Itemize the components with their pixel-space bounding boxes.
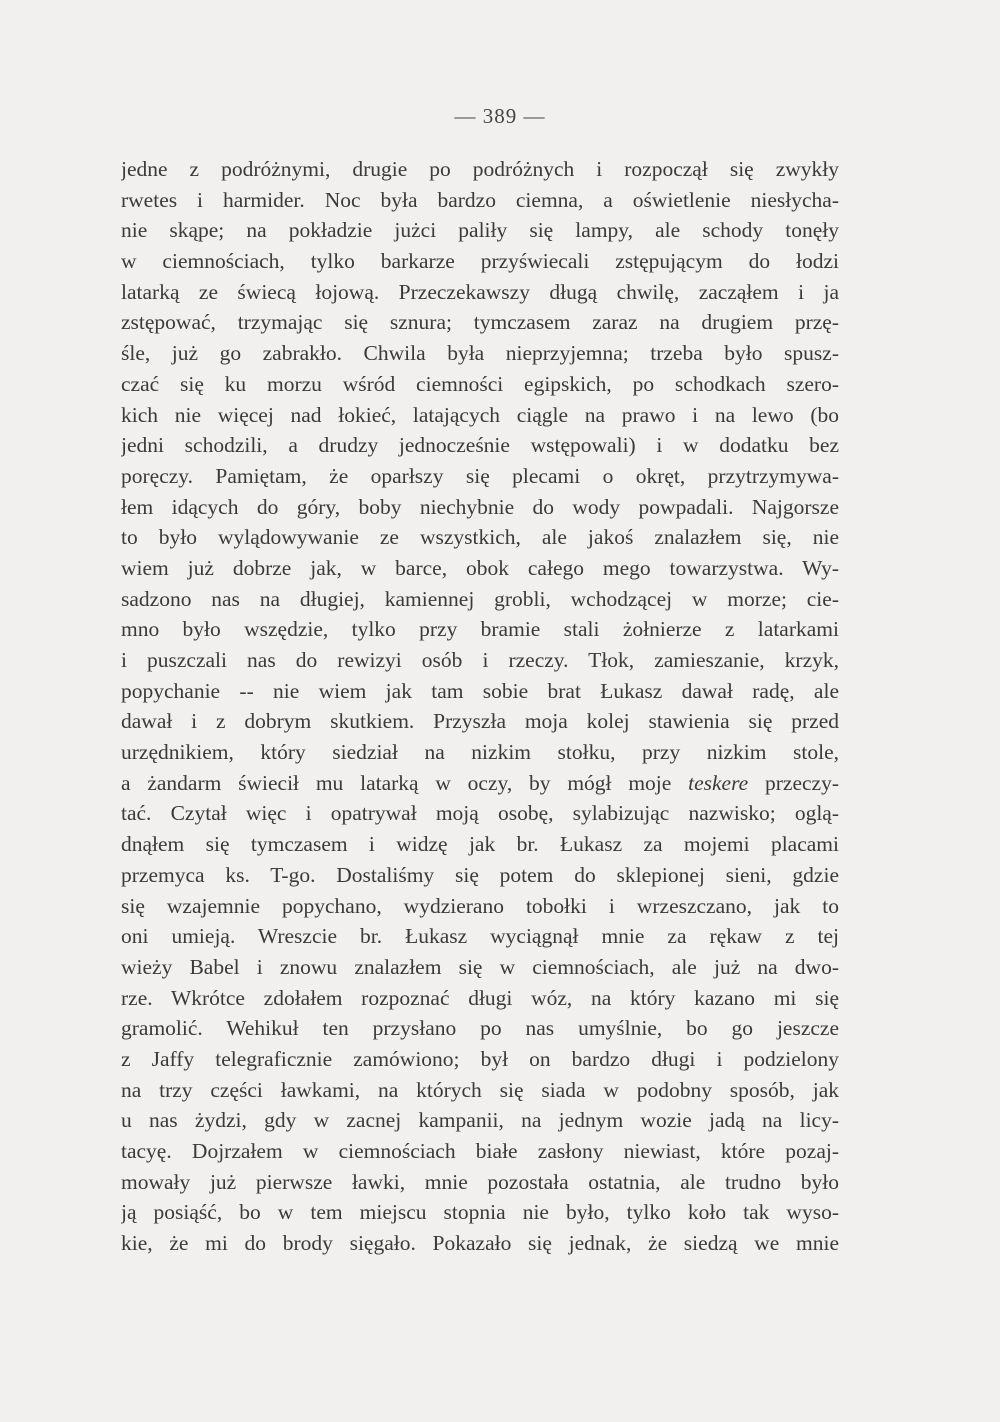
text-line: kie, że mi do brody sięgało. Pokazało się jednak, że siedzą we mnie <box>121 1231 839 1256</box>
text-line: przemyca ks. T-go. Dostaliśmy się potem do sklepionej sieni, gdzie <box>121 862 839 887</box>
italic-word: teskere <box>688 770 749 795</box>
body-text <box>121 154 839 1259</box>
text-line: z Jaffy telegraficznie zamówiono; był on bardzo długi i podzielony <box>121 1046 839 1071</box>
text-line: tać. Czytał więc i opatrywał moją osobę, sylabizując nazwisko; oglą- <box>121 801 839 826</box>
text-line: mno było wszędzie, tylko przy bramie stali żołnierze z latarkami <box>121 617 839 642</box>
page-number: — 389 — <box>454 104 546 128</box>
text-line: w ciemnościach, tylko barkarze przyświecali zstępującym do łodzi <box>121 249 839 274</box>
text-line: rwetes i harmider. Noc była bardzo ciemna, a oświetlenie niesłycha- <box>121 187 839 212</box>
text-line: na trzy części ławkami, na których się siada w podobny sposób, jak <box>121 1077 839 1102</box>
text-line: to było wylądowywanie ze wszystkich, ale jakoś znalazłem się, nie <box>121 525 839 550</box>
text-line: się wzajemnie popychano, wydzierano tobołki i wrzeszczano, jak to <box>121 893 839 918</box>
text-line: śle, już go zabrakło. Chwila była nieprzyjemna; trzeba było spusz- <box>121 341 839 366</box>
text-line: poręczy. Pamiętam, że oparłszy się plecami o okręt, przytrzymywa- <box>121 463 839 488</box>
text-line: dnąłem się tymczasem i widzę jak br. Łukasz za mojemi placami <box>121 832 839 857</box>
text-line: zstępować, trzymając się sznura; tymczasem zaraz na drugiem przę- <box>121 310 839 335</box>
text-line: i puszczali nas do rewizyi osób i rzeczy. Tłok, zamieszanie, krzyk, <box>121 648 839 672</box>
text-line: wieży Babel i znowu znalazłem się w ciemnościach, ale już na dwo- <box>121 954 839 979</box>
text-line: jedne z podróżnymi, drugie po podróżnych i rozpoczął się zwykły <box>121 157 839 181</box>
text-line: tacyę. Dojrzałem w ciemnościach białe zasłony niewiast, które pozaj- <box>121 1139 839 1163</box>
text-line: wiem już dobrze jak, w barce, obok całego mego towarzystwa. Wy- <box>121 555 839 580</box>
text-line: urzędnikiem, który siedział na nizkim stołku, przy nizkim stole, <box>121 740 839 765</box>
text-line: kich nie więcej nad łokieć, latających ciągle na prawo i na lewo (bo <box>121 402 839 427</box>
text-line: gramolić. Wehikuł ten przysłano po nas umyślnie, bo go jeszcze <box>121 1016 839 1041</box>
text-line: rze. Wkrótce zdołałem rozpoznać długi wóz, na który kazano mi się <box>121 985 839 1010</box>
text-line: popychanie -- nie wiem jak tam sobie brat Łukasz dawał radę, ale <box>121 678 839 703</box>
text-line: mowały już pierwsze ławki, mnie pozostała ostatnia, ale trudno było <box>121 1169 839 1194</box>
text-line: a żandarm świecił mu latarką w oczy, by mógł moje teskere przeczy- <box>121 770 839 795</box>
text-line: latarką ze świecą łojową. Przeczekawszy długą chwilę, zacząłem i ja <box>121 279 839 304</box>
text-line: oni umieją. Wreszcie br. Łukasz wyciągnął mnie za rękaw z tej <box>121 924 839 949</box>
text-line: jedni schodzili, a drudzy jednocześnie wstępowali) i w dodatku bez <box>121 433 839 458</box>
text-line: sadzono nas na długiej, kamiennej grobli, wchodzącej w morze; cie- <box>121 586 839 611</box>
text-line: ją posiąść, bo w tem miejscu stopnia nie było, tylko koło tak wyso- <box>121 1200 839 1225</box>
text-line: dawał i z dobrym skutkiem. Przyszła moja kolej stawienia się przed <box>121 709 839 734</box>
text-line: nie skąpe; na pokładzie jużci paliły się lampy, ale schody tonęły <box>121 218 839 243</box>
text-line: u nas żydzi, gdy w zacnej kampanii, na jednym wozie jadą na licy- <box>121 1108 839 1133</box>
text-line: łem idących do góry, boby niechybnie do wody powpadali. Najgorsze <box>121 494 839 519</box>
text-line: czać się ku morzu wśród ciemności egipskich, po schodkach szero- <box>121 371 839 396</box>
